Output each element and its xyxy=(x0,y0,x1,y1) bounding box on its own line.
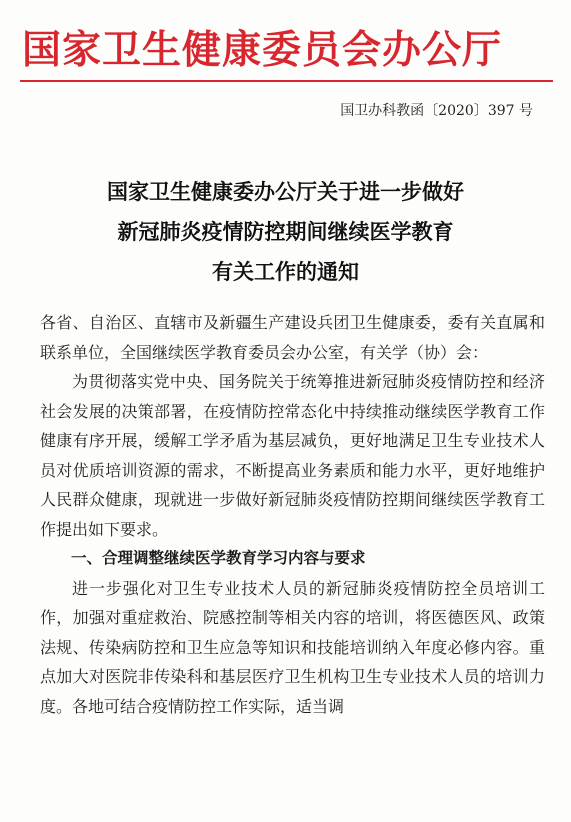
title-line-1: 国家卫生健康委办公厅关于进一步做好 xyxy=(107,179,464,204)
document-title xyxy=(0,172,571,292)
section-1-paragraph: 进一步强化对卫生专业技术人员的新冠肺炎疫情防控全员培训工作，加强对重症救治、院感控制等相关内容的培训，将医德医风、政策法规、传染病防控和卫生应急等知识和技能培训纳入年度必修内容。重点加大对医院非传染科和基层医疗卫生机构卫生专业技术人员的培训力度。各地可结合疫情防控工作实际，适当调 xyxy=(40,578,545,716)
document-body xyxy=(40,308,545,721)
red-header-rule xyxy=(20,80,553,82)
addressee-paragraph: 各省、自治区、直辖市及新疆生产建设兵团卫生健康委，委有关直属和联系单位，全国继续医学教育委员会办公室，有关学（协）会： xyxy=(40,313,545,362)
title-line-2: 新冠肺炎疫情防控期间继续医学教育 xyxy=(117,219,454,244)
title-line-3: 有关工作的通知 xyxy=(212,259,359,284)
section-1-heading: 一、合理调整继续医学教育学习内容与要求 xyxy=(71,549,366,567)
issuing-office-header: 国家卫生健康委员会办公厅 xyxy=(22,27,503,73)
intro-paragraph: 为贯彻落实党中央、国务院关于统筹推进新冠肺炎疫情防控和经济社会发展的决策部署，在疫情防控常态化中持续推动继续医学教育工作健康有序开展，缓解工学矛盾为基层减负，更好地满足卫生专业技术人员对优质培训资源的需求，不断提高业务素质和能力水平，更好地维护人民群众健康，现就进一步做好新冠肺炎疫情防控期间继续医学教育工作提出如下要求。 xyxy=(40,372,545,539)
document-number: 国卫办科教函〔2020〕397 号 xyxy=(340,103,533,119)
